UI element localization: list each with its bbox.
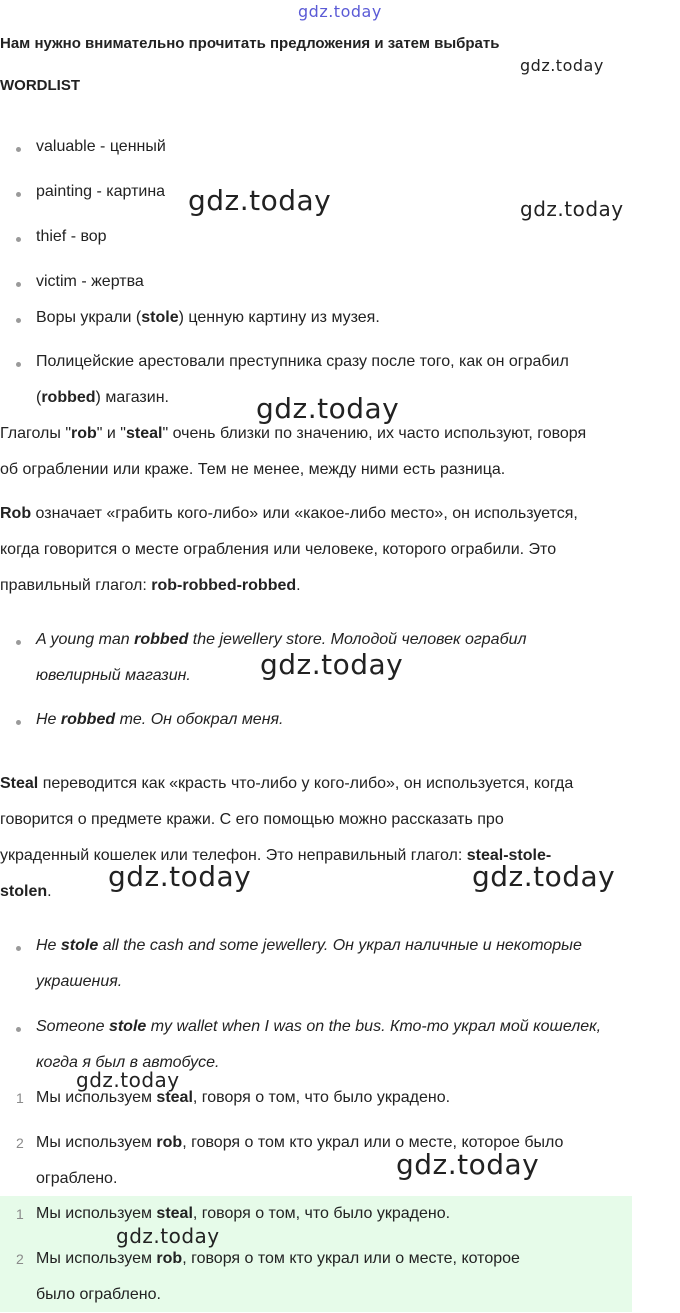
bullet-dot xyxy=(16,147,21,152)
task-heading: Нам нужно внимательно прочитать предложения и затем выбрать xyxy=(0,35,500,52)
paragraph-steal-cont: украденный кошелек или телефон. Это неправильный глагол: steal-stole- xyxy=(0,847,552,864)
paragraph-rob-steal-cont: об ограблении или краже. Тем не менее, между ними есть разница. xyxy=(0,461,506,478)
steal-example: Someone stole my wallet when I was on the bus. Кто-то украл мой кошелек, xyxy=(36,1018,602,1035)
example-sentence-cont: (robbed) магазин. xyxy=(36,389,169,406)
watermark: gdz.today xyxy=(76,1068,180,1092)
bullet-dot xyxy=(16,282,21,287)
answer-item-cont: было ограблено. xyxy=(36,1286,161,1303)
bullet-dot xyxy=(16,318,21,323)
watermark: gdz.today xyxy=(256,392,400,425)
answer-item: Мы используем steal, говоря о том, что было украдено. xyxy=(36,1205,451,1222)
paragraph-rob-steal: Глаголы "rob" и "steal" очень близки по значению, их часто используют, говоря xyxy=(0,425,587,442)
steal-example: He stole all the cash and some jewellery. Он украл наличные и некоторые xyxy=(36,937,582,954)
bullet-dot xyxy=(16,1027,21,1032)
wordlist-item: victim - жертва xyxy=(36,273,144,290)
paragraph-rob-cont: когда говорится о месте ограбления или человеке, которого ограбили. Это xyxy=(0,541,557,558)
example-sentence: Полицейские арестовали преступника сразу после того, как он ограбил xyxy=(36,353,569,370)
bullet-dot xyxy=(16,946,21,951)
paragraph-rob: Rob означает «грабить кого-либо» или «какое-либо место», он используется, xyxy=(0,505,578,522)
list-item-cont: ограблено. xyxy=(36,1170,118,1187)
paragraph-rob-cont: правильный глагол: rob-robbed-robbed. xyxy=(0,577,301,594)
watermark: gdz.today xyxy=(520,56,604,75)
watermark: gdz.today xyxy=(188,184,332,217)
answer-item: Мы используем rob, говоря о том кто украл или о месте, которое xyxy=(36,1250,520,1267)
watermark: gdz.today xyxy=(396,1148,540,1181)
wordlist-item: painting - картина xyxy=(36,183,166,200)
bullet-dot xyxy=(16,720,21,725)
steal-example-cont: когда я был в автобусе. xyxy=(36,1054,220,1071)
list-number: 1 xyxy=(16,1090,24,1106)
rob-example-cont: ювелирный магазин. xyxy=(36,667,191,684)
list-number: 2 xyxy=(16,1135,24,1151)
rob-example: A young man robbed the jewellery store. Молодой человек ограбил xyxy=(36,631,527,648)
rob-example: He robbed me. Он обокрал меня. xyxy=(36,711,284,728)
bullet-dot xyxy=(16,237,21,242)
bullet-dot xyxy=(16,362,21,367)
list-item: Мы используем rob, говоря о том кто украл или о месте, которое было xyxy=(36,1134,564,1151)
watermark: gdz.today xyxy=(472,860,616,893)
wordlist-title: WORDLIST xyxy=(0,77,80,94)
watermark: gdz.today xyxy=(520,197,624,221)
answer-number: 2 xyxy=(16,1251,24,1267)
watermark: gdz.today xyxy=(260,648,404,681)
watermark: gdz.today xyxy=(116,1224,220,1248)
steal-example-cont: украшения. xyxy=(36,973,123,990)
watermark-top: gdz.today xyxy=(298,2,382,21)
wordlist-item: thief - вор xyxy=(36,228,107,245)
answer-number: 1 xyxy=(16,1206,24,1222)
watermark: gdz.today xyxy=(108,860,252,893)
example-sentence: Воры украли (stole) ценную картину из музея. xyxy=(36,309,380,326)
paragraph-steal-cont: говорится о предмете кражи. С его помощью можно рассказать про xyxy=(0,811,504,828)
list-item: Мы используем steal, говоря о том, что было украдено. xyxy=(36,1089,451,1106)
wordlist-item: valuable - ценный xyxy=(36,138,166,155)
bullet-dot xyxy=(16,192,21,197)
paragraph-steal-cont: stolen. xyxy=(0,883,52,900)
paragraph-steal: Steal переводится как «красть что-либо у кого-либо», он используется, когда xyxy=(0,775,574,792)
bullet-dot xyxy=(16,640,21,645)
